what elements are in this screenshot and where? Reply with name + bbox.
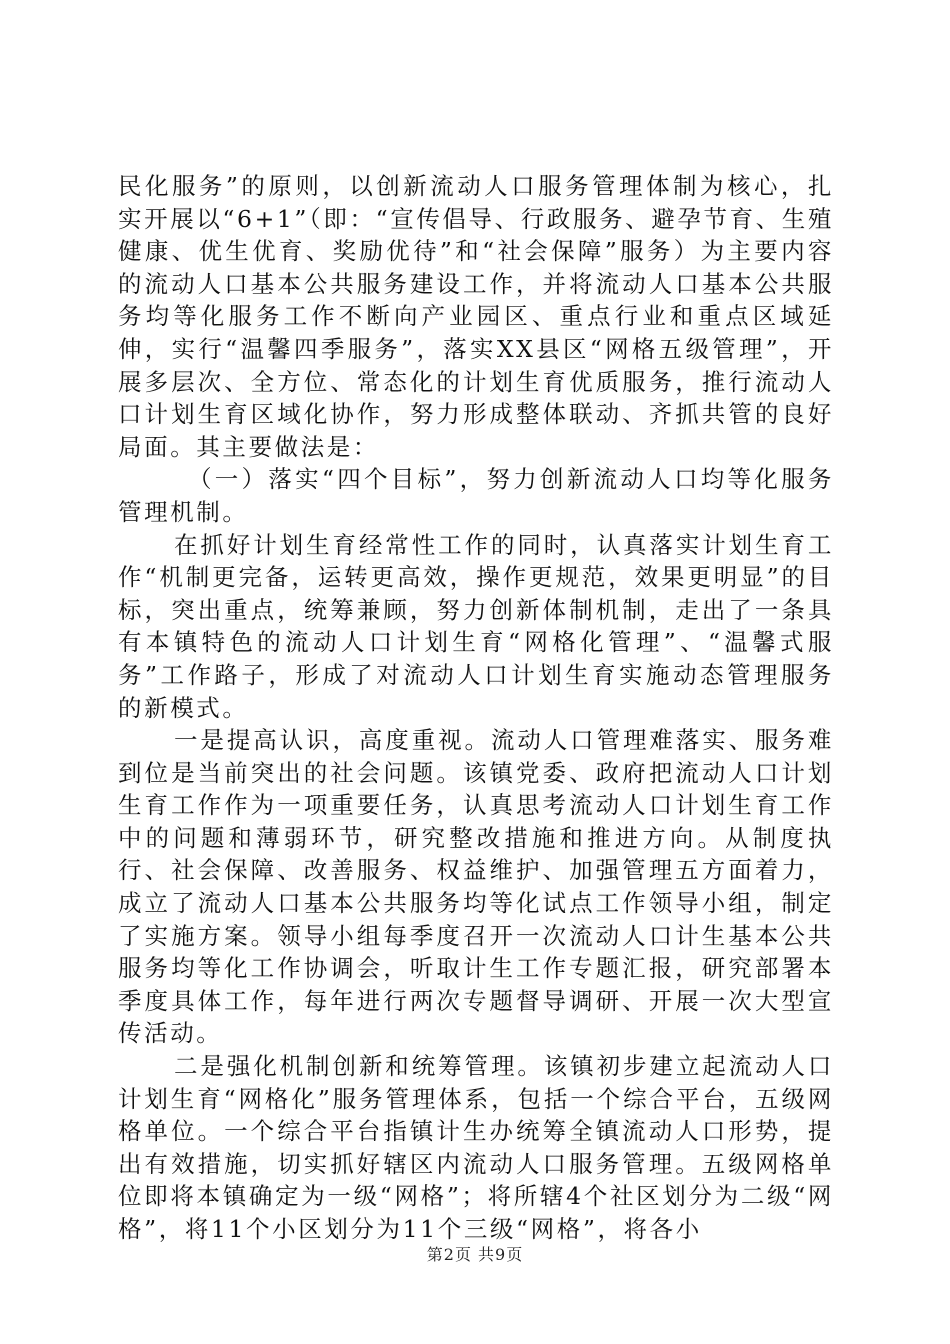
paragraph: 在抓好计划生育经常性工作的同时，认真落实计划生育工作“机制更完备，运转更高效，操作更规范，效果更明显”的目标，突出重点，统筹兼顾，努力创新体制机制，走出了一条具有本镇特色的流动人口计划生育“网格化管理”、“温馨式服务”工作路子，形成了对流动人口计划生育实施动态管理服务的新模式。 [118,530,834,722]
section-heading: （一）落实“四个目标”，努力创新流动人口均等化服务管理机制。 [118,465,834,526]
paragraph: 一是提高认识，高度重视。流动人口管理难落实、服务难到位是当前突出的社会问题。该镇党委、政府把流动人口计划生育工作作为一项重要任务，认真思考流动人口计划生育工作中的问题和薄弱环节，研究整改措施和推进方向。从制度执行、社会保障、改善服务、权益维护、加强管理五方面着力，成立了流动人口基本公共服务均等化试点工作领导小组，制定了实施方案。领导小组每季度召开一次流动人口计生基本公共服务均等化工作协调会，听取计生工作专题汇报，研究部署本季度具体工作，每年进行两次专题督导调研、开展一次大型宣传活动。 [118,726,834,1048]
paragraph-continuation: 民化服务”的原则，以创新流动人口服务管理体制为核心，扎实开展以“6+1”（即：“宣传倡导、行政服务、避孕节育、生殖健康、优生优育、奖励优待”和“社会保障”服务）为主要内容的流动人口基本公共服务建设工作，并将流动人口基本公共服务均等化服务工作不断向产业园区、重点行业和重点区域延伸，实行“温馨四季服务”，落实XX县区“网格五级管理”，开展多层次、全方位、常态化的计划生育优质服务，推行流动人口计划生育区域化协作，努力形成整体联动、齐抓共管的良好局面。其主要做法是： [118,172,834,461]
paragraph: 二是强化机制创新和统筹管理。该镇初步建立起流动人口计划生育“网格化”服务管理体系，包括一个综合平台，五级网格单位。一个综合平台指镇计生办统筹全镇流动人口形势，提出有效措施，切实抓好辖区内流动人口服务管理。五级网格单位即将本镇确定为一级“网格”；将所辖4个社区划分为二级“网格”，将11个小区划分为11个三级“网格”，将各小 [118,1052,834,1243]
body-text [118,170,834,1246]
page-number: 第2页 共9页 [426,1245,524,1264]
